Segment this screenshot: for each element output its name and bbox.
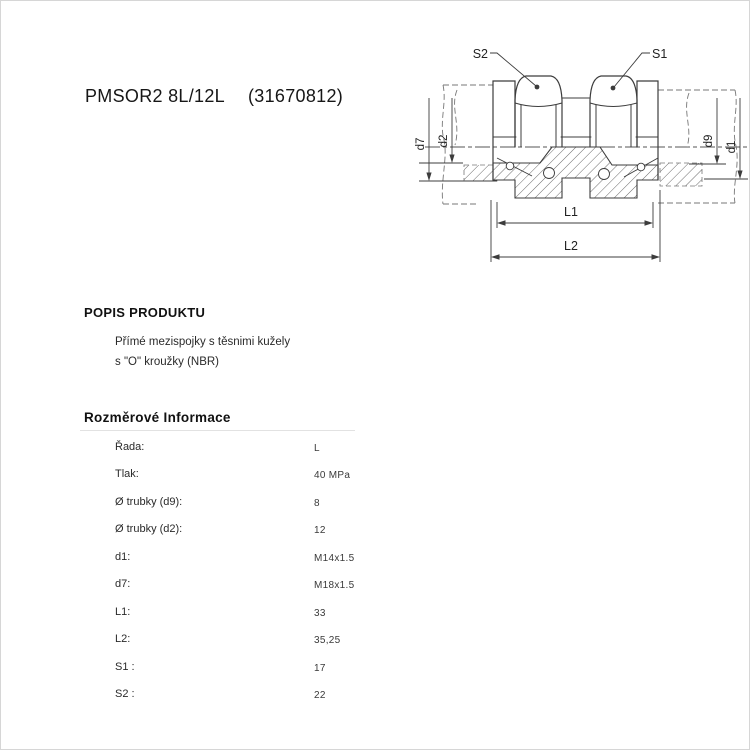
table-row — [115, 441, 535, 468]
table-row — [115, 551, 535, 578]
dimensions-table — [115, 441, 535, 715]
table-row — [115, 523, 535, 550]
page-title — [85, 86, 343, 107]
part-number: (31670812) — [247, 86, 344, 106]
row-value: 35,25 — [314, 635, 341, 647]
table-row — [115, 633, 535, 660]
table-row — [115, 661, 535, 688]
label-s1: S1 — [652, 47, 668, 61]
row-value: 22 — [314, 689, 326, 701]
row-label: Ø trubky (d2): — [115, 523, 183, 536]
row-label: d1: — [115, 550, 131, 563]
label-l1: L1 — [564, 205, 578, 219]
row-value: 17 — [314, 662, 326, 674]
label-l2: L2 — [564, 239, 578, 253]
section-heading-popis: POPIS PRODUKTU — [84, 305, 206, 320]
body-section — [493, 147, 658, 198]
description-line: s "O" kroužky (NBR) — [115, 356, 220, 368]
table-row — [115, 688, 535, 715]
row-label: L1: — [115, 605, 131, 618]
row-value: 12 — [314, 525, 326, 537]
row-label: L2: — [115, 633, 131, 646]
table-row — [115, 468, 535, 495]
row-label: S2 : — [115, 687, 135, 700]
label-d9: d9 — [703, 134, 715, 148]
row-value: M14x1.5 — [314, 552, 355, 564]
row-label: Ø trubky (d9): — [115, 495, 183, 508]
label-s2: S2 — [472, 47, 488, 61]
row-value: 33 — [314, 607, 326, 619]
row-label: S1 : — [115, 660, 135, 673]
row-label: d7: — [115, 578, 131, 591]
row-value: M18x1.5 — [314, 580, 355, 592]
section-heading-rozmerove: Rozměrové Informace — [84, 410, 231, 425]
row-value: 40 MPa — [314, 470, 351, 482]
row-label: Tlak: — [115, 468, 139, 481]
label-d1: d1 — [726, 140, 738, 154]
table-row — [115, 578, 535, 605]
table-row — [115, 606, 535, 633]
label-d2: d2 — [438, 134, 450, 148]
table-top-divider — [80, 430, 355, 431]
row-value: 8 — [314, 497, 320, 509]
description-line: Přímé mezispojky s těsnimi kužely — [115, 336, 291, 348]
product-code: PMSOR2 8L/12L — [85, 86, 225, 106]
table-row — [115, 496, 535, 523]
label-d7: d7 — [415, 137, 427, 151]
row-value: L — [314, 443, 320, 454]
row-label: Řada: — [115, 441, 145, 453]
